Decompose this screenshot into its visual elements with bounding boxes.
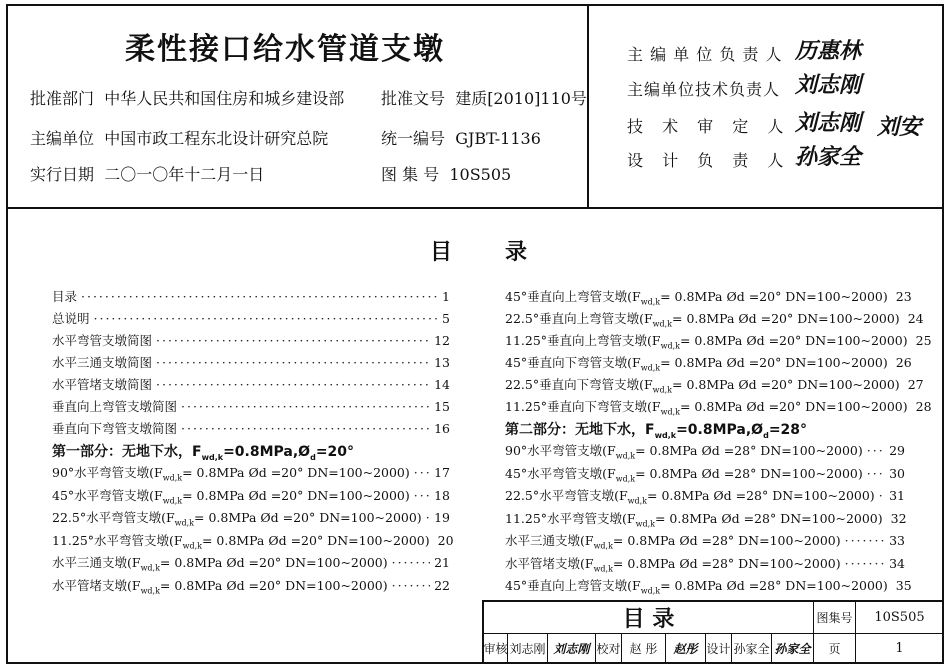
toc-entry-subscript: wd,k: [640, 297, 661, 307]
toc-entry-subscript: wd,k: [652, 319, 672, 329]
toc-entry-label: [505, 309, 900, 329]
toc-entry-page: 28: [915, 399, 932, 414]
toc-entry-params: = 0.8MPa Ød =20° DN=100~2000): [159, 577, 388, 593]
toc-entry[interactable]: [505, 309, 924, 329]
toc-entry-text: 22.5°垂直向下弯管支墩(F: [505, 377, 653, 392]
toc-entry[interactable]: [505, 353, 912, 373]
toc-entry-label: [505, 486, 875, 506]
toc-entry[interactable]: [505, 441, 905, 461]
toc-leader-dots: [156, 333, 430, 348]
toc-entry-text: 目录: [52, 289, 78, 304]
toc-entry-text: 水平管堵支墩简图: [52, 377, 153, 392]
atlas-no-label: 图 集 号: [381, 165, 440, 184]
toc-entry-label: [52, 287, 77, 305]
toc-entry-label: [505, 287, 888, 307]
part-one-heading-mid: =0.8MPa,Ø: [223, 444, 311, 460]
toc-entry-page: 14: [434, 377, 450, 392]
toc-entry[interactable]: [52, 463, 450, 483]
toc-entry[interactable]: [52, 375, 450, 393]
toc-entry[interactable]: [505, 397, 932, 417]
toc-entry-params: = 0.8MPa Ød =28° DN=100~2000): [647, 488, 875, 503]
toc-entry-label: [505, 576, 888, 596]
titleblock-review-label: 审核: [484, 634, 508, 664]
toc-entry-page: 12: [434, 333, 450, 348]
toc-entry-page: 23: [895, 289, 912, 304]
toc-entry-params: = 0.8MPa Ød =20° DN=100~2000): [159, 555, 388, 570]
part-two-heading-prefix: 第二部分：无地下水，F: [505, 422, 655, 438]
toc-entry-text: 22.5°水平弯管支墩(F: [505, 488, 628, 503]
toc-entry-page: 20: [437, 532, 454, 548]
part-two-heading-suffix: =28°: [768, 422, 808, 438]
titleblock-check-sig: 赵彤: [666, 634, 706, 664]
toc-leader-dots: [845, 556, 885, 571]
toc-leader-dots: [181, 421, 430, 436]
toc-entry-params: = 0.8MPa Ød =20° DN=100~2000): [679, 399, 908, 414]
toc-entry-params: = 0.8MPa Ød =20° DN=100~2000): [182, 487, 410, 503]
titleblock-atlas-label: 图集号: [814, 602, 856, 634]
toc-entry-params: = 0.8MPa Ød =28° DN=100~2000): [635, 443, 863, 458]
editor-unit-label: 主编单位: [30, 129, 95, 148]
effective-date-row: [30, 162, 264, 185]
toc-entry-page: 16: [434, 421, 450, 436]
toc-entry-page: 13: [434, 355, 450, 370]
approval-dept: 中华人民共和国住房和城乡建设部: [104, 89, 345, 108]
toc-entry-subscript: wd,k: [615, 451, 636, 461]
toc-entry-page: 18: [434, 487, 450, 503]
editor-unit-row: [30, 126, 328, 149]
toc-entry-text: 22.5°垂直向上弯管支墩(F: [505, 311, 653, 326]
toc-entry-label: [505, 441, 863, 461]
header-divider: [587, 4, 589, 209]
toc-entry-text: 水平三通支墩(F: [505, 533, 594, 548]
toc-title-b: 录: [505, 239, 528, 265]
toc-entry-label: [52, 331, 152, 349]
toc-leader-dots: [414, 465, 430, 480]
toc-entry-page: 35: [895, 578, 912, 593]
toc-entry-page: 25: [915, 333, 932, 348]
signature-3b: 刘安: [877, 114, 922, 140]
toc-entry-page: 26: [895, 355, 912, 370]
toc-leader-dots: [156, 355, 430, 370]
titleblock-name: 目 录: [484, 602, 814, 634]
titleblock-design-name: 孙家全: [732, 634, 772, 664]
approval-dept-label: 批准部门: [30, 89, 95, 108]
toc-entry-text: 45°水平弯管支墩(F: [505, 465, 616, 481]
toc-leader-dots: [392, 555, 430, 570]
toc-entry-label: [52, 419, 177, 437]
document-title: 柔性接口给水管道支墩: [125, 32, 445, 67]
toc-entry-page: 31: [889, 488, 905, 503]
approval-dept-row: [30, 86, 344, 109]
toc-entry[interactable]: [52, 309, 450, 327]
toc-entry-label: [52, 397, 177, 415]
toc-entry-params: = 0.8MPa Ød =20° DN=100~2000): [182, 465, 410, 480]
toc-leader-dots: [94, 311, 439, 326]
toc-entry[interactable]: [52, 576, 450, 596]
toc-entry-params: = 0.8MPa Ød =20° DN=100~2000): [660, 355, 888, 370]
toc-entry[interactable]: [52, 353, 450, 371]
toc-leader-dots: [426, 510, 430, 525]
signature-4: 孙家全: [795, 144, 862, 170]
toc-leader-dots: [181, 399, 430, 414]
titleblock-design-sig: 孙家全: [772, 634, 814, 664]
toc-entry-page: 1: [442, 289, 450, 304]
toc-leader-dots: [81, 289, 438, 304]
toc-entry[interactable]: [52, 419, 450, 437]
unified-no-row: [381, 126, 541, 149]
toc-entry-page: 29: [889, 443, 905, 458]
toc-entry-label: [52, 463, 410, 483]
toc-entry-text: 90°水平弯管支墩(F: [505, 443, 616, 458]
part-one-heading-sub: wd,k: [201, 452, 224, 462]
toc-entry-text: 22.5°水平弯管支墩(F: [52, 510, 175, 525]
titleblock-check-label: 校对: [596, 634, 622, 664]
toc-entry-text: 水平弯管支墩简图: [52, 333, 153, 348]
part-one-heading-prefix: 第一部分：无地下水，F: [52, 444, 202, 460]
toc-entry-text: 水平管堵支墩(F: [505, 555, 594, 571]
titleblock-check-name: 赵 彤: [622, 634, 666, 664]
toc-entry[interactable]: [505, 576, 912, 596]
toc-leader-dots: [414, 488, 430, 503]
toc-leader-dots: [867, 466, 885, 481]
toc-entry-subscript: wd,k: [593, 564, 613, 573]
toc-entry-subscript: wd,k: [140, 586, 160, 595]
toc-entry-subscript: wd,k: [174, 518, 194, 528]
toc-entry-subscript: wd,k: [162, 473, 183, 483]
toc-leader-dots: [879, 488, 885, 503]
toc-entry-page: 30: [889, 465, 905, 481]
toc-entry[interactable]: [52, 486, 450, 506]
toc-entry-params: = 0.8MPa Ød =28° DN=100~2000): [612, 533, 841, 548]
toc-entry-text: 90°水平弯管支墩(F: [52, 465, 163, 480]
part-two-heading-sub: wd,k: [654, 430, 677, 440]
toc-entry-params: = 0.8MPa Ød =20° DN=100~2000): [194, 510, 422, 525]
toc-entry-subscript: wd,k: [652, 385, 672, 395]
approval-doc-row: [381, 86, 587, 109]
toc-entry-label: [52, 553, 388, 573]
toc-entry-text: 水平三通支墩(F: [52, 555, 141, 570]
toc-entry[interactable]: [505, 509, 905, 529]
toc-entry-params: = 0.8MPa Ød =28° DN=100~2000): [612, 555, 841, 571]
toc-entry[interactable]: [52, 397, 450, 415]
effective-date: 二〇一〇年十二月一日: [104, 165, 265, 184]
toc-entry-text: 垂直向下弯管支墩简图: [52, 421, 178, 436]
titleblock-page-label: 页: [814, 634, 856, 664]
toc-entry-subscript: wd,k: [162, 496, 183, 505]
toc-entry[interactable]: [505, 375, 924, 395]
toc-entry-text: 45°水平弯管支墩(F: [52, 487, 163, 503]
toc-entry-label: [52, 576, 388, 596]
toc-entry-text: 水平三通支墩简图: [52, 355, 153, 370]
toc-entry-label: [505, 554, 841, 574]
toc-entry[interactable]: [505, 464, 905, 484]
part-one-heading-sub2: d: [310, 452, 316, 462]
toc-entry-text: 45°垂直向下弯管支墩(F: [505, 355, 641, 370]
part-two-heading-sub2: d: [763, 430, 769, 440]
toc-entry-text: 45°垂直向上弯管支墩(F: [505, 578, 641, 593]
toc-entry-subscript: wd,k: [182, 541, 202, 550]
effective-date-label: 实行日期: [30, 165, 95, 184]
toc-entry-subscript: wd,k: [640, 586, 661, 596]
titleblock-design-label: 设计: [706, 634, 732, 664]
toc-leader-dots: [156, 377, 430, 392]
responsible-role-3: 技 术 审 定 人: [627, 117, 785, 136]
toc-entry-label: [505, 331, 908, 351]
part-one-heading: [52, 441, 354, 462]
toc-entry-page: 21: [434, 555, 450, 570]
titleblock-review-sig: 刘志刚: [548, 634, 596, 664]
toc-entry-subscript: wd,k: [615, 474, 636, 483]
toc-entry-label: [52, 531, 430, 551]
toc-entry-text: 垂直向上弯管支墩简图: [52, 399, 178, 414]
toc-entry[interactable]: [505, 554, 905, 574]
toc-entry-label: [52, 375, 152, 393]
toc-entry-label: [52, 309, 90, 327]
toc-entry-subscript: wd,k: [640, 363, 661, 373]
toc-entry-page: 17: [434, 465, 450, 480]
part-one-heading-suffix: =20°: [315, 444, 355, 460]
toc-entry-label: [505, 375, 900, 395]
toc-entry[interactable]: [52, 553, 450, 573]
toc-entry-page: 34: [889, 555, 905, 571]
toc-entry-text: 11.25°垂直向上弯管支墩(F: [505, 333, 661, 348]
toc-entry-text: 11.25°水平弯管支墩(F: [505, 510, 636, 526]
toc-entry-label: [505, 509, 883, 529]
toc-entry[interactable]: [505, 531, 905, 551]
toc-entry-text: 水平管堵支墩(F: [52, 577, 141, 593]
atlas-no-row: [381, 162, 511, 185]
responsible-role-2: 主编单位技术负责人: [627, 80, 781, 99]
toc-entry-label: [52, 486, 410, 506]
toc-entry-params: = 0.8MPa Ød =28° DN=100~2000): [654, 510, 883, 526]
toc-entry-label: [505, 464, 863, 484]
signature-2: 刘志刚: [795, 72, 862, 98]
toc-entry[interactable]: [52, 508, 450, 528]
toc-leader-dots: [867, 443, 885, 458]
toc-entry-params: = 0.8MPa Ød =20° DN=100~2000): [672, 311, 900, 326]
toc-entry-page: 27: [907, 377, 924, 392]
toc-entry-params: = 0.8MPa Ød =20° DN=100~2000): [201, 532, 430, 548]
unified-no: GJBT-1136: [455, 129, 541, 148]
title-block: [482, 600, 944, 664]
toc-entry-page: 32: [890, 510, 907, 526]
toc-entry[interactable]: [52, 531, 454, 551]
toc-entry-text: 45°垂直向上弯管支墩(F: [505, 289, 641, 304]
editor-unit: 中国市政工程东北设计研究总院: [104, 129, 329, 148]
toc-entry-label: [505, 353, 888, 373]
titleblock-page-no: 1: [856, 634, 944, 664]
part-two-heading-mid: =0.8MPa,Ø: [676, 422, 764, 438]
signature-3: 刘志刚: [795, 110, 862, 136]
toc-entry-label: [52, 353, 152, 371]
toc-entry[interactable]: [505, 287, 912, 307]
toc-entry-page: 5: [442, 311, 450, 326]
toc-entry-page: 19: [434, 510, 450, 525]
toc-entry[interactable]: [505, 331, 932, 351]
approval-doc-label: 批准文号: [381, 89, 446, 108]
part-two-heading: [505, 419, 807, 440]
toc-entry[interactable]: [52, 331, 450, 349]
toc-entry-text: 11.25°水平弯管支墩(F: [52, 532, 183, 548]
toc-entry-text: 总说明: [52, 311, 90, 326]
toc-entry-params: = 0.8MPa Ød =20° DN=100~2000): [660, 289, 888, 304]
approval-doc: 建质[2010]110号: [455, 89, 587, 108]
toc-entry-page: 33: [889, 533, 905, 548]
toc-entry-subscript: wd,k: [660, 341, 680, 351]
toc-entry[interactable]: [52, 287, 450, 305]
responsible-role-4: 设 计 负 责 人: [627, 151, 785, 170]
toc-entry-params: = 0.8MPa Ød =20° DN=100~2000): [679, 333, 908, 348]
toc-entry-page: 22: [434, 577, 450, 593]
toc-entry-page: 15: [434, 399, 450, 414]
toc-entry-params: = 0.8MPa Ød =20° DN=100~2000): [672, 377, 900, 392]
toc-entry-text: 11.25°垂直向下弯管支墩(F: [505, 399, 661, 414]
toc-entry-subscript: wd,k: [627, 496, 647, 506]
titleblock-review-name: 刘志刚: [508, 634, 548, 664]
toc-entry-subscript: wd,k: [593, 541, 613, 551]
toc-entry-label: [505, 531, 841, 551]
toc-title-a: 目: [430, 239, 453, 265]
toc-entry-subscript: wd,k: [140, 563, 160, 573]
unified-no-label: 统一编号: [381, 129, 446, 148]
toc-entry-subscript: wd,k: [660, 407, 680, 417]
toc-entry-label: [52, 508, 422, 528]
toc-entry-page: 24: [907, 311, 924, 326]
toc-entry[interactable]: [505, 486, 905, 506]
signature-1: 历惠林: [795, 38, 862, 64]
toc-entry-params: = 0.8MPa Ød =28° DN=100~2000): [660, 578, 888, 593]
toc-entry-params: = 0.8MPa Ød =28° DN=100~2000): [635, 465, 863, 481]
toc-leader-dots: [845, 533, 885, 548]
responsible-role-1: 主 编 单 位 负 责 人: [627, 45, 783, 64]
titleblock-atlas-no: 10S505: [856, 602, 944, 634]
toc-entry-subscript: wd,k: [635, 519, 655, 528]
atlas-no: 10S505: [449, 165, 512, 184]
toc-leader-dots: [392, 578, 430, 593]
toc-entry-label: [505, 397, 908, 417]
